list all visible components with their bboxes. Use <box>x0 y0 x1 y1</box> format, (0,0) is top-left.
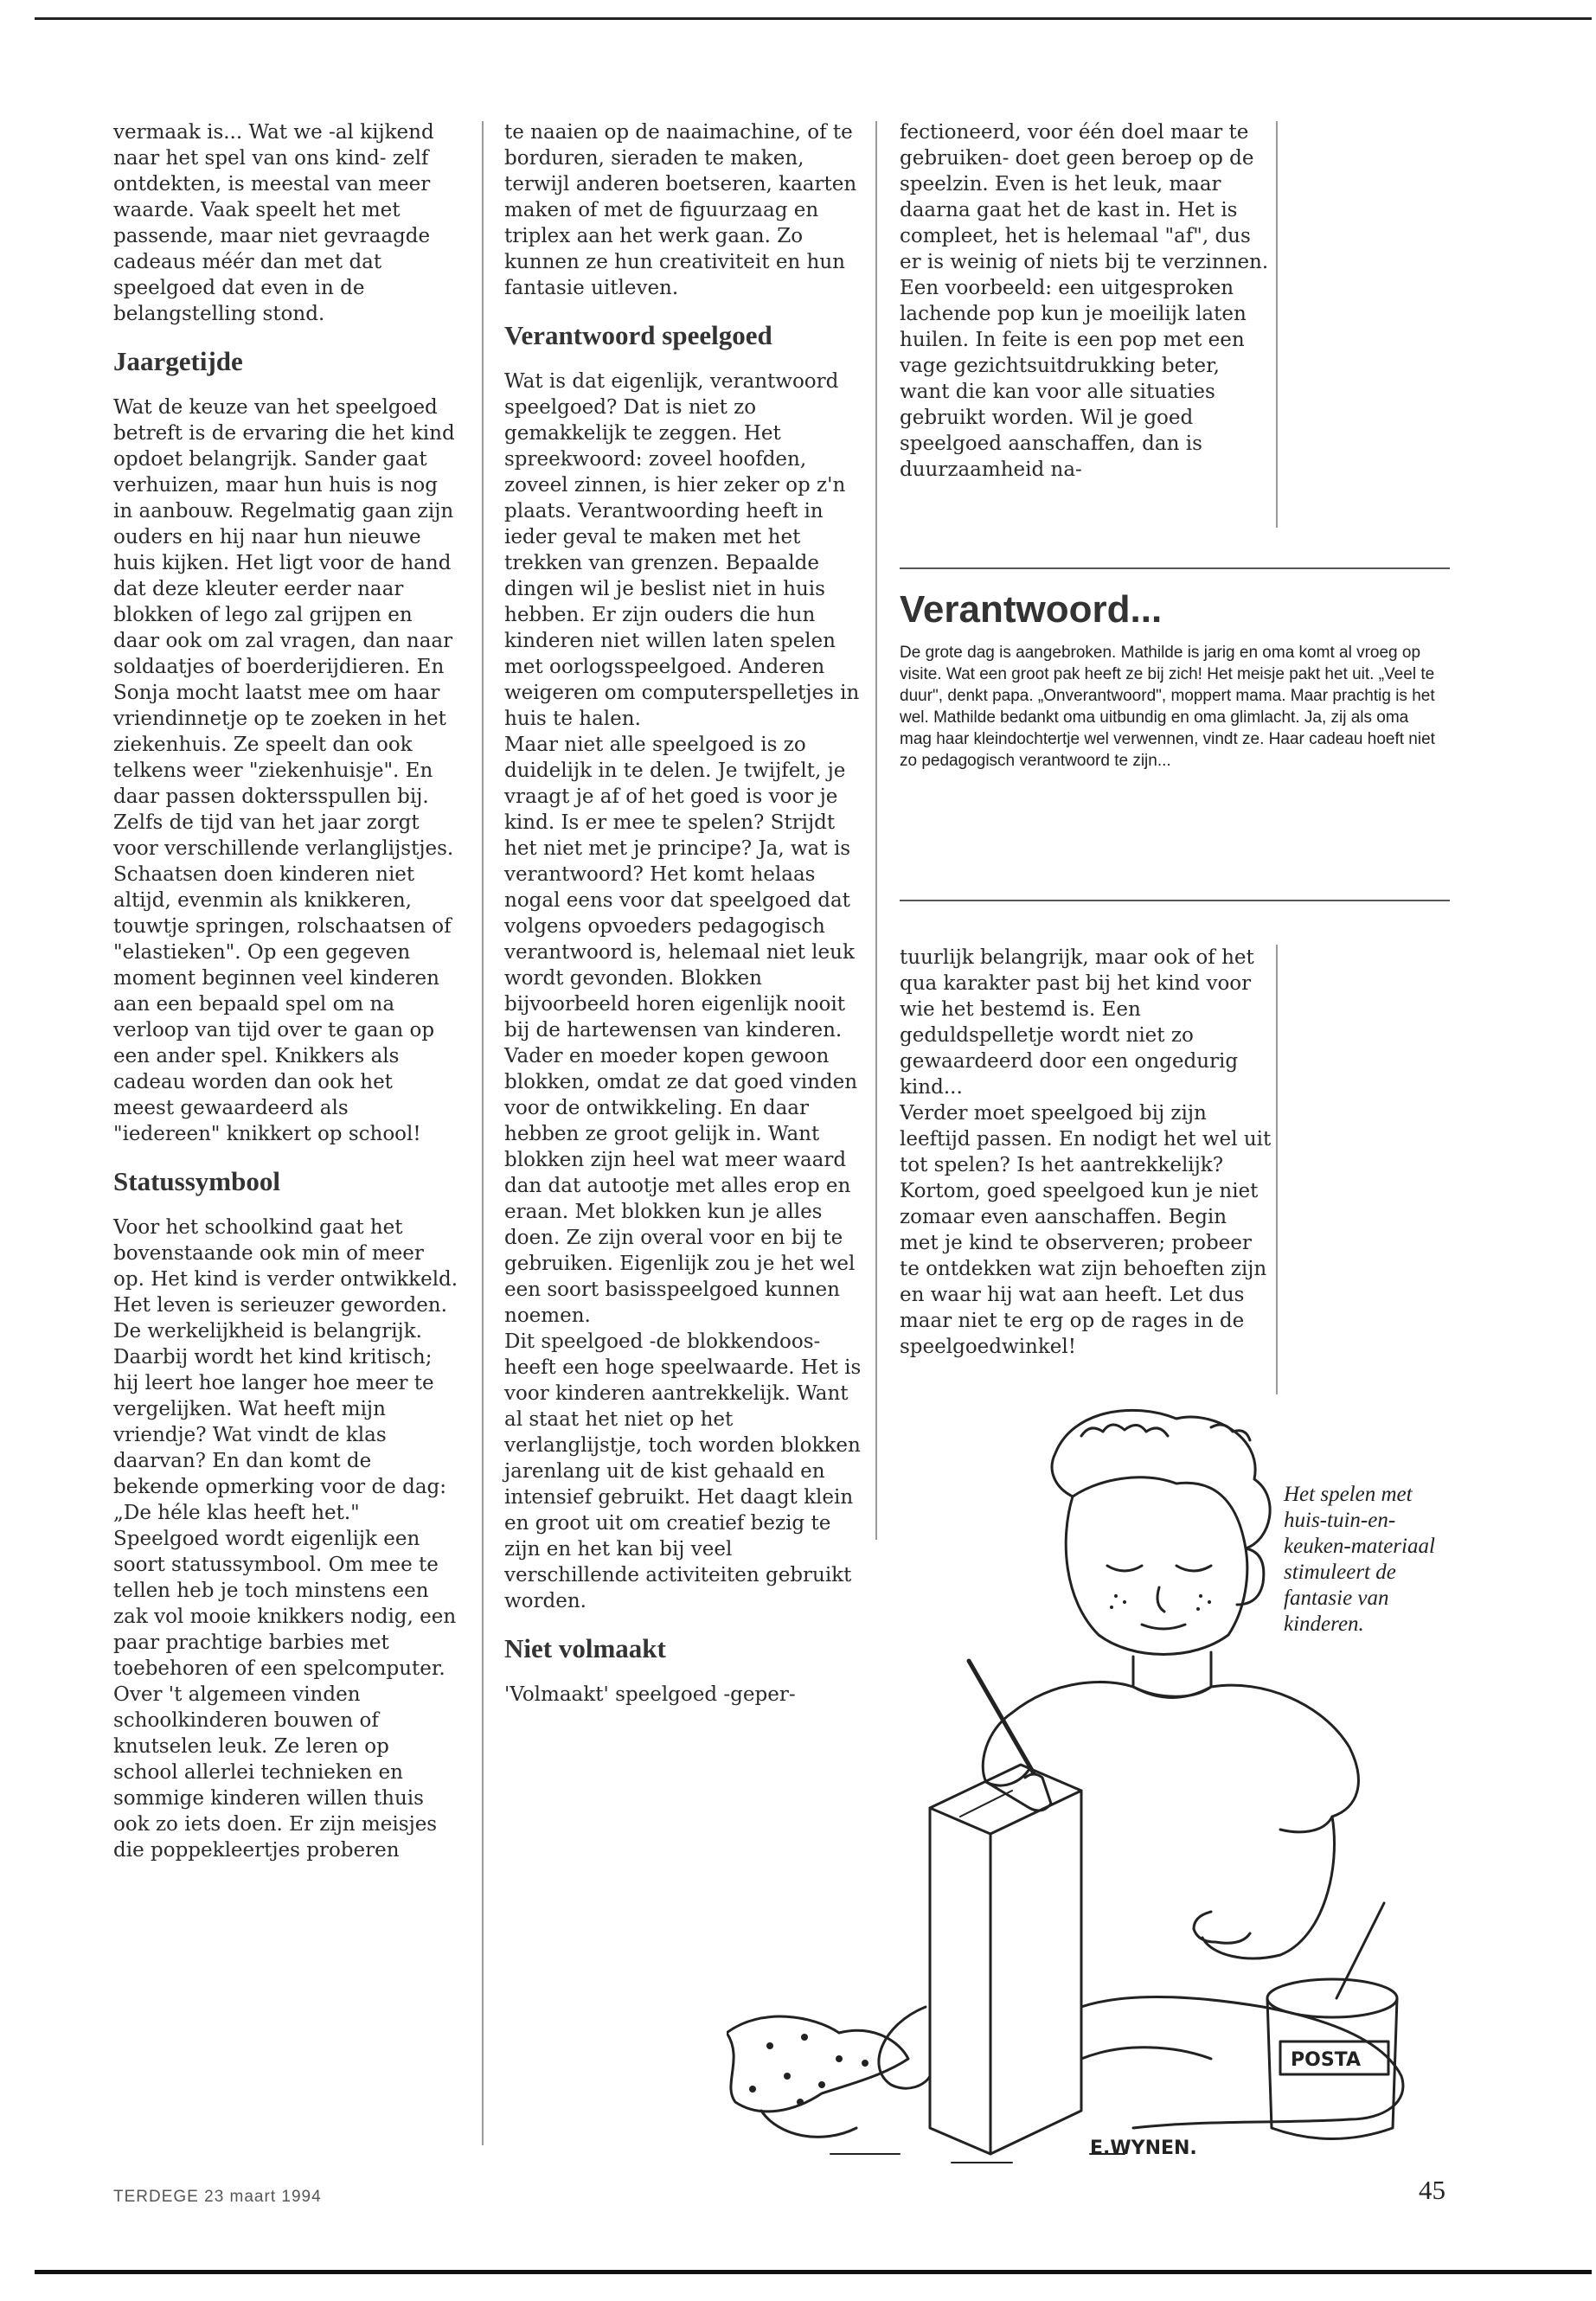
rag-dots <box>749 2034 869 2106</box>
heading-niet-volmaakt: Niet volmaakt <box>504 1633 666 1663</box>
legs-crease <box>1081 2048 1211 2059</box>
foot <box>879 2007 930 2088</box>
top-rule <box>35 17 1592 20</box>
box-side <box>990 1791 1081 2154</box>
column-2-paragraph: 'Volmaakt' speelgoed -geper- <box>504 1683 796 1706</box>
heading-statussymbool: Statussymbool <box>113 1166 280 1196</box>
column-1-paragraph: Wat de keuze van het speelgoed betreft is de ervaring die het kind opdoet belangrijk. Sander gaat verhuizen, maar hun huis is nog in aanbouw. Regelmatig gaan zijn ouders en hij naar hun nieuwe huis kijken. Het ligt voor de hand dat deze kleuter eerder naar blokken of lego zal grijpen en daar ook om zal vragen, dan naar soldaatjes of boerderijdieren. En Sonja mocht laatst mee om haar vriendinnetje op te zoeken in het ziekenhuis. Ze speelt dan ook telkens weer "ziekenhuisje". En daar passen doktersspullen bij. <box>113 396 455 808</box>
column-1-intro: vermaak is... Wat we -al kijkend naar het spel van ons kind- zelf ontdekten, is meestal van meer waarde. Vaak speelt het met passende, maar niet gevraagde cadeaus méér dan met dat speelgoed dat even in de belangstelling stond. <box>113 121 434 325</box>
column-2-paragraph: Dit speelgoed -de blokkendoos- heeft een hoge speelwaarde. Het is voor kinderen aantrekkelijk. Want al staat het niet op het verlanglijstje, toch worden blokken jarenlang uit de kist gehaald en intensief gebruikt. Het daagt klein en groot uit om creatief bezig te zijn en het kan bij veel verschillende activiteiten gebruikt worden. <box>504 1330 862 1612</box>
closed-eye <box>1107 1566 1142 1571</box>
closed-eye <box>1176 1566 1211 1571</box>
box-front <box>930 1808 990 2154</box>
box-top <box>930 1765 1081 1834</box>
box-title: Verantwoord... <box>900 588 1163 631</box>
hair-curls <box>1211 1425 1250 1440</box>
publication-footer: TERDEGE 23 maart 1994 <box>113 2188 322 2206</box>
column-3-continued <box>900 945 1272 1360</box>
column-3-paragraph: tuurlijk belangrijk, maar ook of het qua karakter past bij het kind voor wie het bestemd is. Een geduldspelletje wordt niet zo gewaardeerd door een ongedurig kind... <box>900 946 1254 1099</box>
column-1-paragraph: Voor het schoolkind gaat het bovenstaande ook min of meer op. Het kind is verder ontwikkeld. Het leven is serieuzer geworden. De werkelijkheid is belangrijk. Daarbij wordt het kind kritisch; hij leert hoe langer hoe meer te vergelijken. Wat heeft mijn vriendje? Wat vindt de klas daarvan? En dan komt de bekende opmerking voor de dag: „De héle klas heeft het." Speelgoed wordt eigenlijk een soort statussymbool. Om mee te tellen heb je toch minstens een zak vol mooie knikkers nodig, een paar prachtige barbies met toebehoren of een spelcomputer. <box>113 1216 458 1680</box>
column-2-paragraph: Maar niet alle speelgoed is zo duidelijk in te delen. Je twijfelt, je vraagt je af of het goed is voor je kind. Is er mee te spelen? Strijdt het niet met je principe? Ja, wat is verantwoord? Het komt helaas nogal eens voor dat speelgoed dat volgens opvoeders pedagogisch verantwoord is, helemaal niet leuk wordt gevonden. Blokken bijvoorbeeld horen eigenlijk nooit bij de hartewensen van kinderen. Vader en moeder kopen gewoon blokken, omdat ze dat goed vinden voor de ontwikkeling. En daar hebben ze groot gelijk in. Want blokken zijn heel wat meer waard dan dat autootje met alles erop en eraan. Met blokken kun je alles doen. Ze zijn overal voor en bij te gebruiken. Eigenlijk zou je het wel een soort basisspeelgoed kunnen noemen. <box>504 734 858 1327</box>
bottom-rule <box>35 2270 1592 2274</box>
mouth <box>1142 1625 1185 1629</box>
column-divider <box>482 121 484 2145</box>
illustration-caption: Het spelen met huis-tuin-en-keuken-materiaal stimuleert de fantasie van kinderen. <box>1284 1483 1435 1636</box>
neck <box>1133 1652 1211 1687</box>
column-3-paragraph: fectioneerd, voor één doel maar te gebruiken- doet geen beroep op de speelzin. Even is het leuk, maar daarna gaat het de kast in. Het is compleet, het is helemaal "af", dus er is weinig of niets bij te verzinnen. Een voorbeeld: een uitgesproken lachende pop kun je moeilijk laten huilen. In feite is een pop met een vage gezichtsuitdrukking beter, want die kan voor alle situaties gebruikt worden. Wil je goed speelgoed aanschaffen, dan is duurzaamheid na- <box>900 121 1269 481</box>
column-2-paragraph: Wat is dat eigenlijk, verantwoord speelgoed? Dat is niet zo gemakkelijk te zeggen. Het spreekwoord: zoveel hoofden, zoveel zinnen, is hier zeker op z'n plaats. Verantwoording heeft in ieder geval te maken met het trekken van grenzen. Bepaalde dingen wil je beslist niet in huis hebben. Er zijn ouders die hun kinderen niet willen laten spelen met oorlogsspeelgoed. Anderen weigeren om computerspelletjes in huis te halen. <box>504 370 860 730</box>
column-3-paragraph: Verder moet speelgoed bij zijn leeftijd passen. En nodigt het wel uit tot spelen? Is het aantrekkelijk? Kortom, goed speelgoed kun je niet zomaar even aanschaffen. Begin met je kind te observeren; probeer te ontdekken wat zijn behoeften zijn en waar hij wat aan heeft. Let dus maar niet te erg op de rages in de speelgoedwinkel! <box>900 1102 1272 1358</box>
heading-jaargetijde: Jaargetijde <box>113 346 243 376</box>
ear <box>1237 1548 1264 1605</box>
column-divider <box>875 121 877 1540</box>
paint-brush <box>969 1661 1034 1773</box>
arm <box>1202 1817 1335 1958</box>
hair-curls <box>1081 1425 1168 1436</box>
column-3 <box>900 119 1272 483</box>
heading-verantwoord-speelgoed: Verantwoord speelgoed <box>504 320 772 350</box>
column-divider <box>1276 121 1278 528</box>
floor-lines <box>830 2154 1125 2163</box>
hand <box>1194 1912 1250 1943</box>
box-bottom-rule <box>900 900 1450 901</box>
column-1 <box>113 119 459 1863</box>
paint-can-label: POSTA <box>1291 2049 1361 2071</box>
column-1-paragraph: Zelfs de tijd van het jaar zorgt voor verschillende verlanglijstjes. Schaatsen doen kinderen niet altijd, evenmin als knikkeren, touwtje springen, rolschaatsen of "elastieken". Op een gegeven moment beginnen veel kinderen aan een bepaald spel om na verloop van tijd over te gaan op een ander spel. Knikkers als cadeau worden dan ook het meest gewaardeerd als "iedereen" knikkert op school! <box>113 811 454 1145</box>
box-text: De grote dag is aangebroken. Mathilde is jarig en oma komt al vroeg op visite. Wat een groot pak heeft ze bij zich! Het meisje pakt het uit. „Veel te duur", denkt papa. „Onverantwoord", moppert mama. Maar prachtig is het wel. Mathilde bedankt oma uitbundig en oma glimlacht. Ja, zij als oma mag haar kleindochtertje wel verwennen, vindt ze. Haar cadeau hoeft niet zo pedagogisch verantwoord te zijn... <box>900 644 1435 770</box>
box-top-rule <box>900 567 1450 569</box>
child-painting-illustration <box>727 1401 1471 2180</box>
paint-can-rim <box>1267 1979 1397 2017</box>
shirt <box>1012 1682 1358 1831</box>
paint-stroke <box>960 1791 1012 1817</box>
column-2-intro: te naaien op de naaimachine, of te borduren, sieraden te maken, terwijl anderen boetseren, kaarten maken of met de figuurzaag en triplex aan het werk gaan. Zo kunnen ze hun creativiteit en hun fantasie uitleven. <box>504 121 857 299</box>
rag-fold <box>761 2111 856 2137</box>
artist-signature: E.WYNEN. <box>1090 2138 1197 2159</box>
face-outline <box>1066 1497 1247 1655</box>
rag-cloth <box>727 2016 908 2112</box>
page-number: 45 <box>1419 2175 1445 2205</box>
nose <box>1157 1587 1164 1612</box>
column-1-paragraph: Over 't algemeen vinden schoolkinderen bouwen of knutselen leuk. Ze leren op school allerlei technieken en sommige kinderen willen thuis ook zo iets doen. Er zijn meisjes die poppekleertjes proberen <box>113 1683 438 1862</box>
column-divider <box>1276 945 1278 1394</box>
